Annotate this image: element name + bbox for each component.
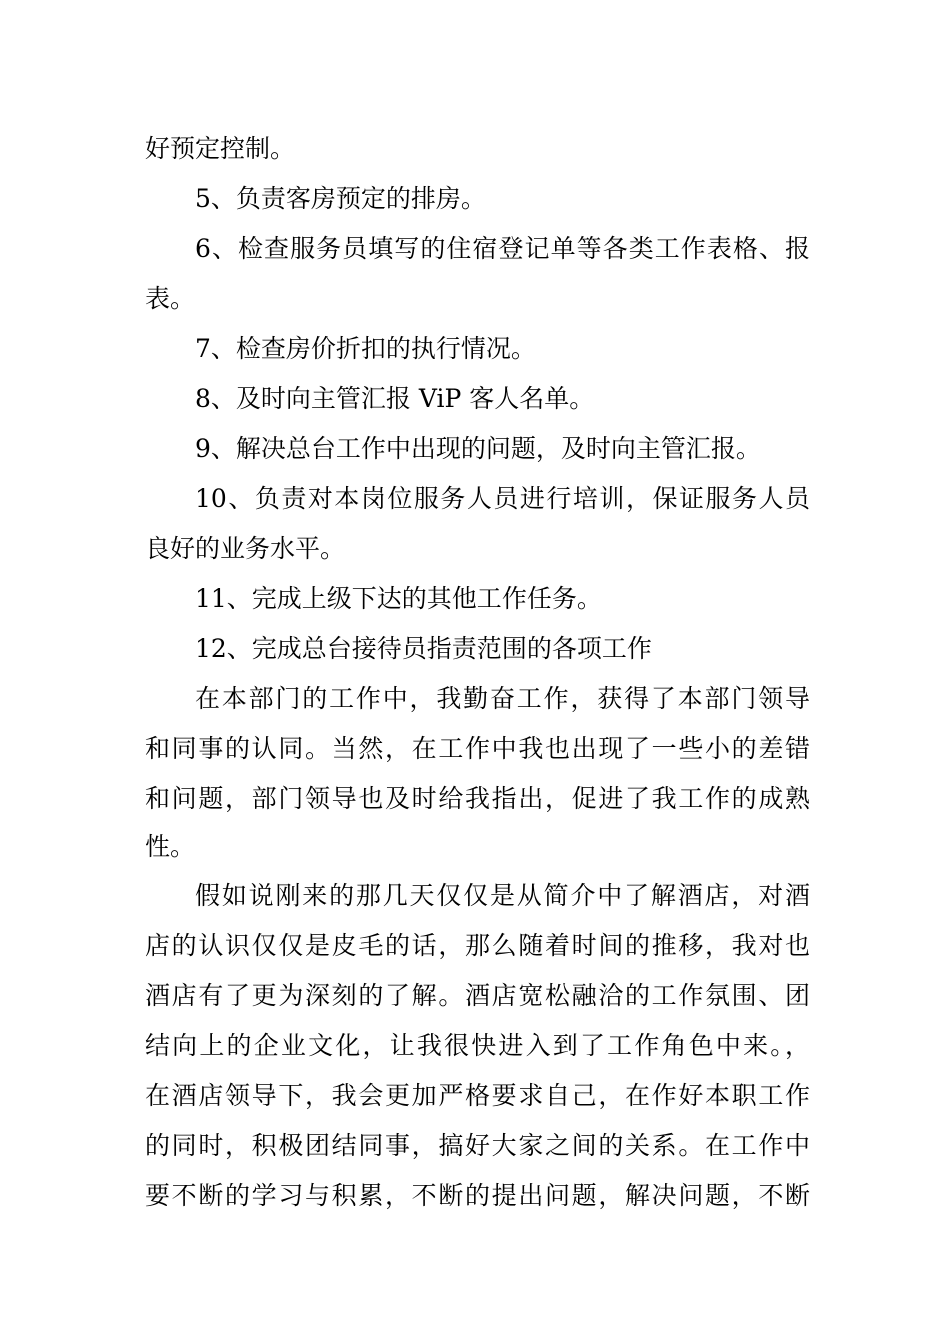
text-line: 假如说刚来的那几天仅仅是从简介中了解酒店，对酒 (195, 881, 810, 910)
text-line: 10、负责对本岗位服务人员进行培训，保证服务人员 (195, 484, 810, 513)
text-line: 12、完成总台接待员指责范围的各项工作 (195, 634, 652, 663)
text-line: 结向上的企业文化，让我很快进入到了工作角色中来。， (145, 1031, 810, 1060)
text-line: 表。 (145, 284, 196, 313)
text-line: 酒店有了更为深刻的了解。酒店宽松融洽的工作氛围、团 (145, 981, 810, 1010)
text-line: 和问题，部门领导也及时给我指出，促进了我工作的成熟 (145, 784, 810, 813)
text-line: 性。 (145, 832, 196, 861)
text-line: 7、检查房价折扣的执行情况。 (195, 334, 536, 363)
text-line: 6、检查服务员填写的住宿登记单等各类工作表格、报 (195, 234, 810, 263)
text-line: 在酒店领导下，我会更加严格要求自己，在作好本职工作 (145, 1081, 810, 1110)
text-line: 9、解决总台工作中出现的问题，及时向主管汇报。 (195, 434, 761, 463)
text-line: 要不断的学习与积累，不断的提出问题，解决问题，不断 (145, 1181, 810, 1210)
text-line: 店的认识仅仅是皮毛的话，那么随着时间的推移，我对也 (145, 931, 810, 960)
text-line: 良好的业务水平。 (145, 534, 346, 563)
text-line: 8、及时向主管汇报 ViP 客人名单。 (195, 384, 595, 413)
text-line: 5、负责客房预定的排房。 (195, 184, 486, 213)
text-line: 好预定控制。 (145, 134, 296, 163)
text-line: 11、完成上级下达的其他工作任务。 (195, 584, 602, 613)
text-line: 和同事的认同。当然，在工作中我也出现了一些小的差错 (145, 734, 810, 763)
text-line: 的同时，积极团结同事，搞好大家之间的关系。在工作中 (145, 1131, 810, 1160)
text-line: 在本部门的工作中，我勤奋工作，获得了本部门领导 (195, 684, 810, 713)
